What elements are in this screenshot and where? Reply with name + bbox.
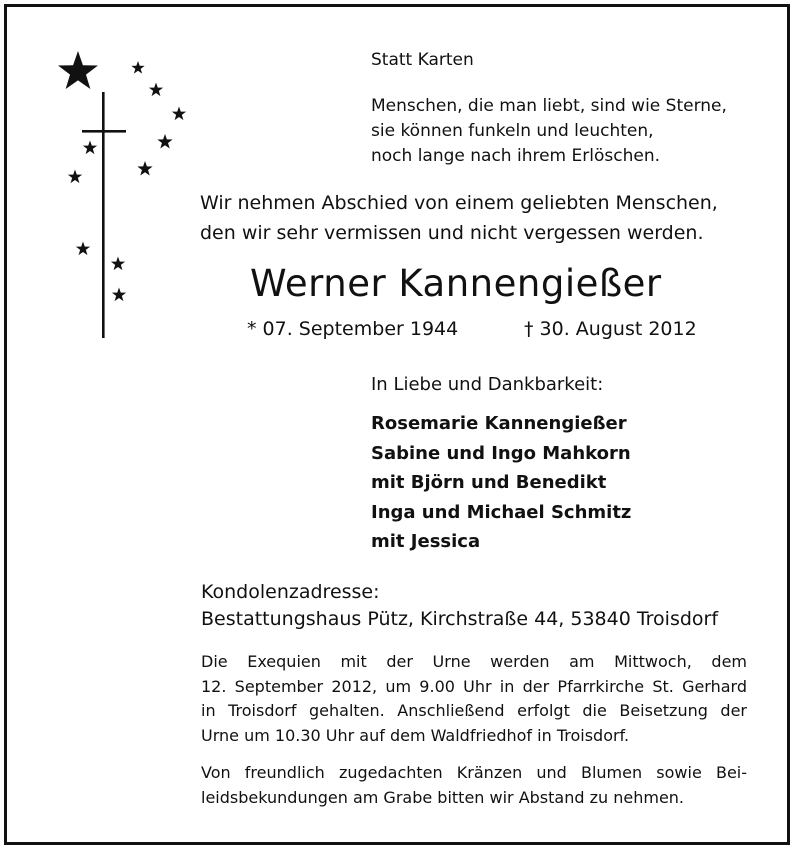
farewell-text — [200, 188, 718, 248]
condolence-address: Bestattungshaus Pütz, Kirchstraße 44, 53840 Troisdorf — [201, 608, 719, 630]
mourner: Inga und Michael Schmitz — [371, 501, 632, 523]
funeral-paragraph — [201, 650, 747, 748]
intro-heading: Statt Karten — [371, 50, 474, 70]
quote-line: noch lange nach ihrem Erlöschen. — [371, 146, 660, 166]
flowers-line: Von freundlich zugedachten Kränzen und Blumen sowie Bei- — [201, 763, 747, 782]
quote-line: Menschen, die man liebt, sind wie Sterne, — [371, 96, 727, 116]
death-date: † 30. August 2012 — [524, 318, 697, 340]
mourner: Rosemarie Kannengießer — [371, 413, 627, 434]
birth-date: * 07. September 1944 — [247, 318, 459, 340]
funeral-line: in Troisdorf gehalten. Anschließend erfolgt die Beisetzung der — [201, 701, 747, 720]
deceased-name: Werner Kannengießer — [250, 262, 662, 305]
thanks-line: In Liebe und Dankbarkeit: — [371, 374, 604, 395]
farewell-line: Wir nehmen Abschied von einem geliebten Menschen, — [200, 192, 718, 214]
mourners-list — [371, 409, 631, 557]
funeral-line: Urne um 10.30 Uhr auf dem Waldfriedhof in Troisdorf. — [201, 725, 630, 745]
quote — [371, 94, 727, 169]
funeral-line: Die Exequien mit der Urne werden am Mittwoch, dem — [201, 652, 747, 671]
quote-line: sie können funkeln und leuchten, — [371, 121, 654, 141]
condolence-title: Kondolenzadresse: — [201, 581, 380, 603]
mourner: Sabine und Ingo Mahkorn — [371, 442, 631, 464]
mourner: mit Jessica — [371, 531, 481, 552]
funeral-line: 12. September 2012, um 9.00 Uhr in der Pfarrkirche St. Gerhard — [201, 676, 747, 696]
farewell-line: den wir sehr vermissen und nicht vergessen werden. — [200, 222, 704, 244]
cross-with-stars-icon — [48, 44, 198, 344]
mourner: mit Björn und Benedikt — [371, 472, 607, 493]
flowers-paragraph — [201, 761, 747, 810]
flowers-line: leidsbekundungen am Grabe bitten wir Abstand zu nehmen. — [201, 787, 685, 807]
